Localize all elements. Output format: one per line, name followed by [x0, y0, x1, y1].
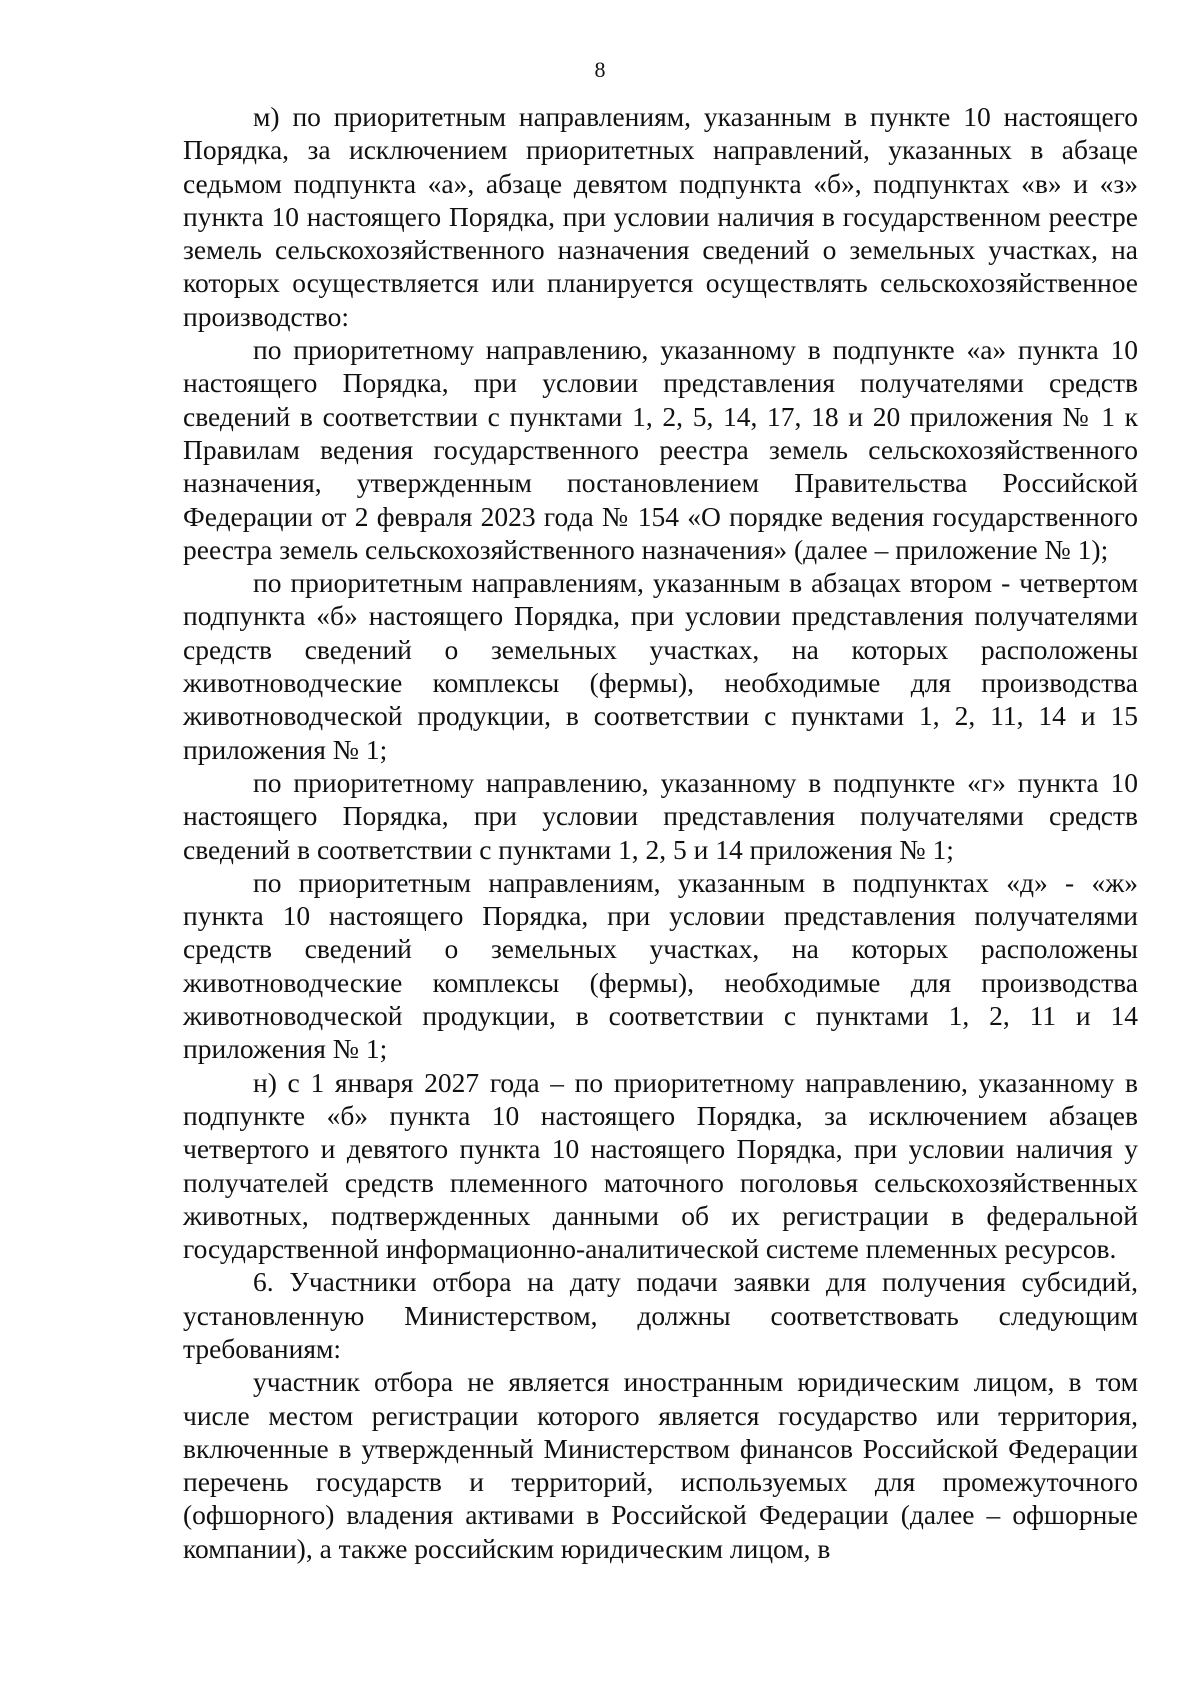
- paragraph-m: м) по приоритетным направлениям, указанным в пункте 10 настоящего Порядка, за исключением приоритетных направлений, указанных в абзаце седьмом подпункта «а», абзаце девятом подпункта «б», подпунктах «в» и «з» пункта 10 настоящего Порядка, при условии наличия в государственном реестре земель сельскохозяйственного назначения сведений о земельных участках, на которых осуществляется или планируется осуществлять сельскохозяйственное производство:: [183, 101, 1138, 332]
- paragraph-direction-a: по приоритетному направлению, указанному в подпункте «а» пункта 10 настоящего Порядка, при условии представления получателями средств сведений в соответствии с пунктами 1, 2, 5, 14, 17, 18 и 20 приложения № 1 к Правилам ведения государственного реестра земель сельскохозяйственного назначения, утвержденным постановлением Правительства Российской Федерации от 2 февраля 2023 года № 154 «О порядке ведения государственного реестра земель сельскохозяйственного назначения» (далее – приложение № 1);: [183, 334, 1138, 565]
- paragraph-direction-b: по приоритетным направлениям, указанным в абзацах втором - четвертом подпункта «б» настоящего Порядка, при условии представления получателями средств сведений о земельных участках, на которых расположены животноводческие комплексы (фермы), необходимые для производства животноводческой продукции, в соответствии с пунктами 1, 2, 11, 14 и 15 приложения № 1;: [183, 567, 1138, 765]
- paragraph-6: 6. Участники отбора на дату подачи заявки для получения субсидий, установленную Министерством, должны соответствовать следующим требованиям:: [183, 1266, 1138, 1364]
- paragraph-offshore-requirement: участник отбора не является иностранным юридическим лицом, в том числе местом регистрации которого является государство или территория, включенные в утвержденный Министерством финансов Российской Федерации перечень государств и территорий, используемых для промежуточного (офшорного) владения активами в Российской Федерации (далее – офшорные компании), а также российским юридическим лицом, в: [183, 1366, 1138, 1564]
- paragraph-direction-g: по приоритетному направлению, указанному в подпункте «г» пункта 10 настоящего Порядка, при условии представления получателями средств сведений в соответствии с пунктами 1, 2, 5 и 14 приложения № 1;: [183, 766, 1138, 865]
- paragraph-direction-d-zh: по приоритетным направлениям, указанным в подпунктах «д» - «ж» пункта 10 настоящего Порядка, при условии представления получателями средств сведений о земельных участках, на которых расположены животноводческие комплексы (фермы), необходимые для производства животноводческой продукции, в соответствии с пунктами 1, 2, 11 и 14 приложения № 1;: [183, 866, 1138, 1065]
- page-number: 8: [594, 57, 606, 82]
- paragraph-n: н) с 1 января 2027 года – по приоритетному направлению, указанному в подпункте «б» пункта 10 настоящего Порядка, за исключением абзацев четвертого и девятого пункта 10 настоящего Порядка, при условии наличия у получателей средств племенного маточного поголовья сельскохозяйственных животных, подтвержденных данными об их регистрации в федеральной государственной информационно-аналитической системе племенных ресурсов.: [183, 1066, 1138, 1265]
- document-body: [183, 100, 1138, 1565]
